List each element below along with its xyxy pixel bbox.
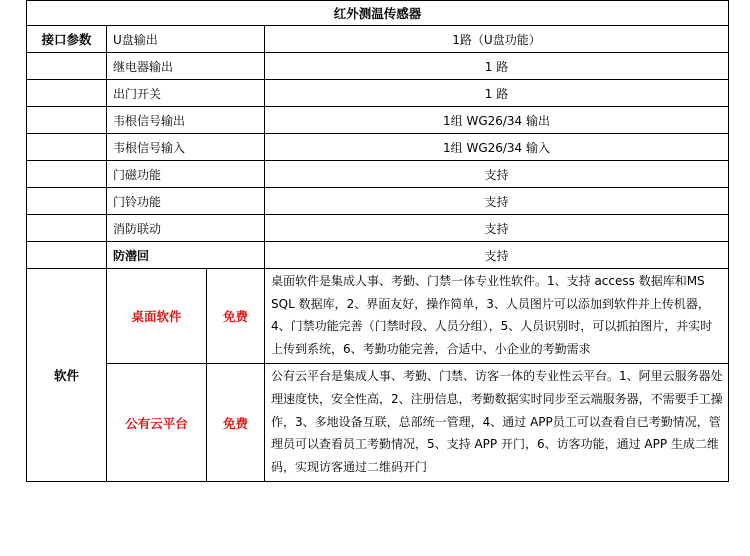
interface-row <box>27 26 729 53</box>
empty-cell <box>27 134 107 161</box>
interface-value: 1组 WG26/34 输入 <box>265 134 729 161</box>
interface-label: 防潜回 <box>107 242 265 269</box>
software-row <box>27 364 729 482</box>
empty-cell <box>27 53 107 80</box>
interface-group-label: 接口参数 <box>27 26 107 53</box>
interface-row <box>27 161 729 188</box>
interface-value: 1 路 <box>265 53 729 80</box>
interface-label: 韦根信号输出 <box>107 107 265 134</box>
software-group-label: 软件 <box>27 269 107 482</box>
empty-cell <box>27 80 107 107</box>
interface-label: 继电器输出 <box>107 53 265 80</box>
software-description: 公有云平台是集成人事、考勤、门禁、访客一体的专业性云平台。1、阿里云服务器处理速度快，安全性高，2、注册信息，考勤数据实时同步至云端服务器，不需要手工操作，3、多地设备互联，总部统一管理，4、通过 APP员工可以查看自已考勤情况，管理员可以查看员工考勤情况，5、支持 APP 开门，6、访客功能，通过 APP 生成二维码，实现访客通过二维码开门 <box>265 364 729 482</box>
interface-value: 1组 WG26/34 输出 <box>265 107 729 134</box>
interface-label: U盘输出 <box>107 26 265 53</box>
title-row <box>27 1 729 26</box>
empty-cell <box>27 215 107 242</box>
interface-row <box>27 242 729 269</box>
software-name: 桌面软件 <box>107 269 207 364</box>
interface-value: 1 路 <box>265 80 729 107</box>
interface-label: 韦根信号输入 <box>107 134 265 161</box>
table-title: 红外测温传感器 <box>27 1 729 26</box>
interface-row <box>27 188 729 215</box>
empty-cell <box>27 107 107 134</box>
interface-label: 出门开关 <box>107 80 265 107</box>
software-price: 免费 <box>207 364 265 482</box>
software-name: 公有云平台 <box>107 364 207 482</box>
interface-value: 支持 <box>265 161 729 188</box>
interface-row <box>27 215 729 242</box>
empty-cell <box>27 188 107 215</box>
software-description: 桌面软件是集成人事、考勤、门禁一体专业性软件。1、支持 access 数据库和MS SQL 数据库，2、界面友好，操作简单，3、人员图片可以添加到软件并上传机器，4、门禁功能完善（门禁时段、人员分组），5、人员识别时，可以抓拍图片，并实时上传到系统，6、考勤功能完善，合适中、小企业的考勤需求 <box>265 269 729 364</box>
interface-value: 1路（U盘功能） <box>265 26 729 53</box>
software-row <box>27 269 729 364</box>
empty-cell <box>27 161 107 188</box>
interface-row <box>27 134 729 161</box>
interface-row <box>27 80 729 107</box>
software-price: 免费 <box>207 269 265 364</box>
interface-label: 门铃功能 <box>107 188 265 215</box>
interface-label: 门磁功能 <box>107 161 265 188</box>
interface-value: 支持 <box>265 215 729 242</box>
interface-row <box>27 107 729 134</box>
empty-cell <box>27 242 107 269</box>
spec-table <box>26 0 729 482</box>
interface-row <box>27 53 729 80</box>
interface-value: 支持 <box>265 188 729 215</box>
interface-label: 消防联动 <box>107 215 265 242</box>
interface-value: 支持 <box>265 242 729 269</box>
